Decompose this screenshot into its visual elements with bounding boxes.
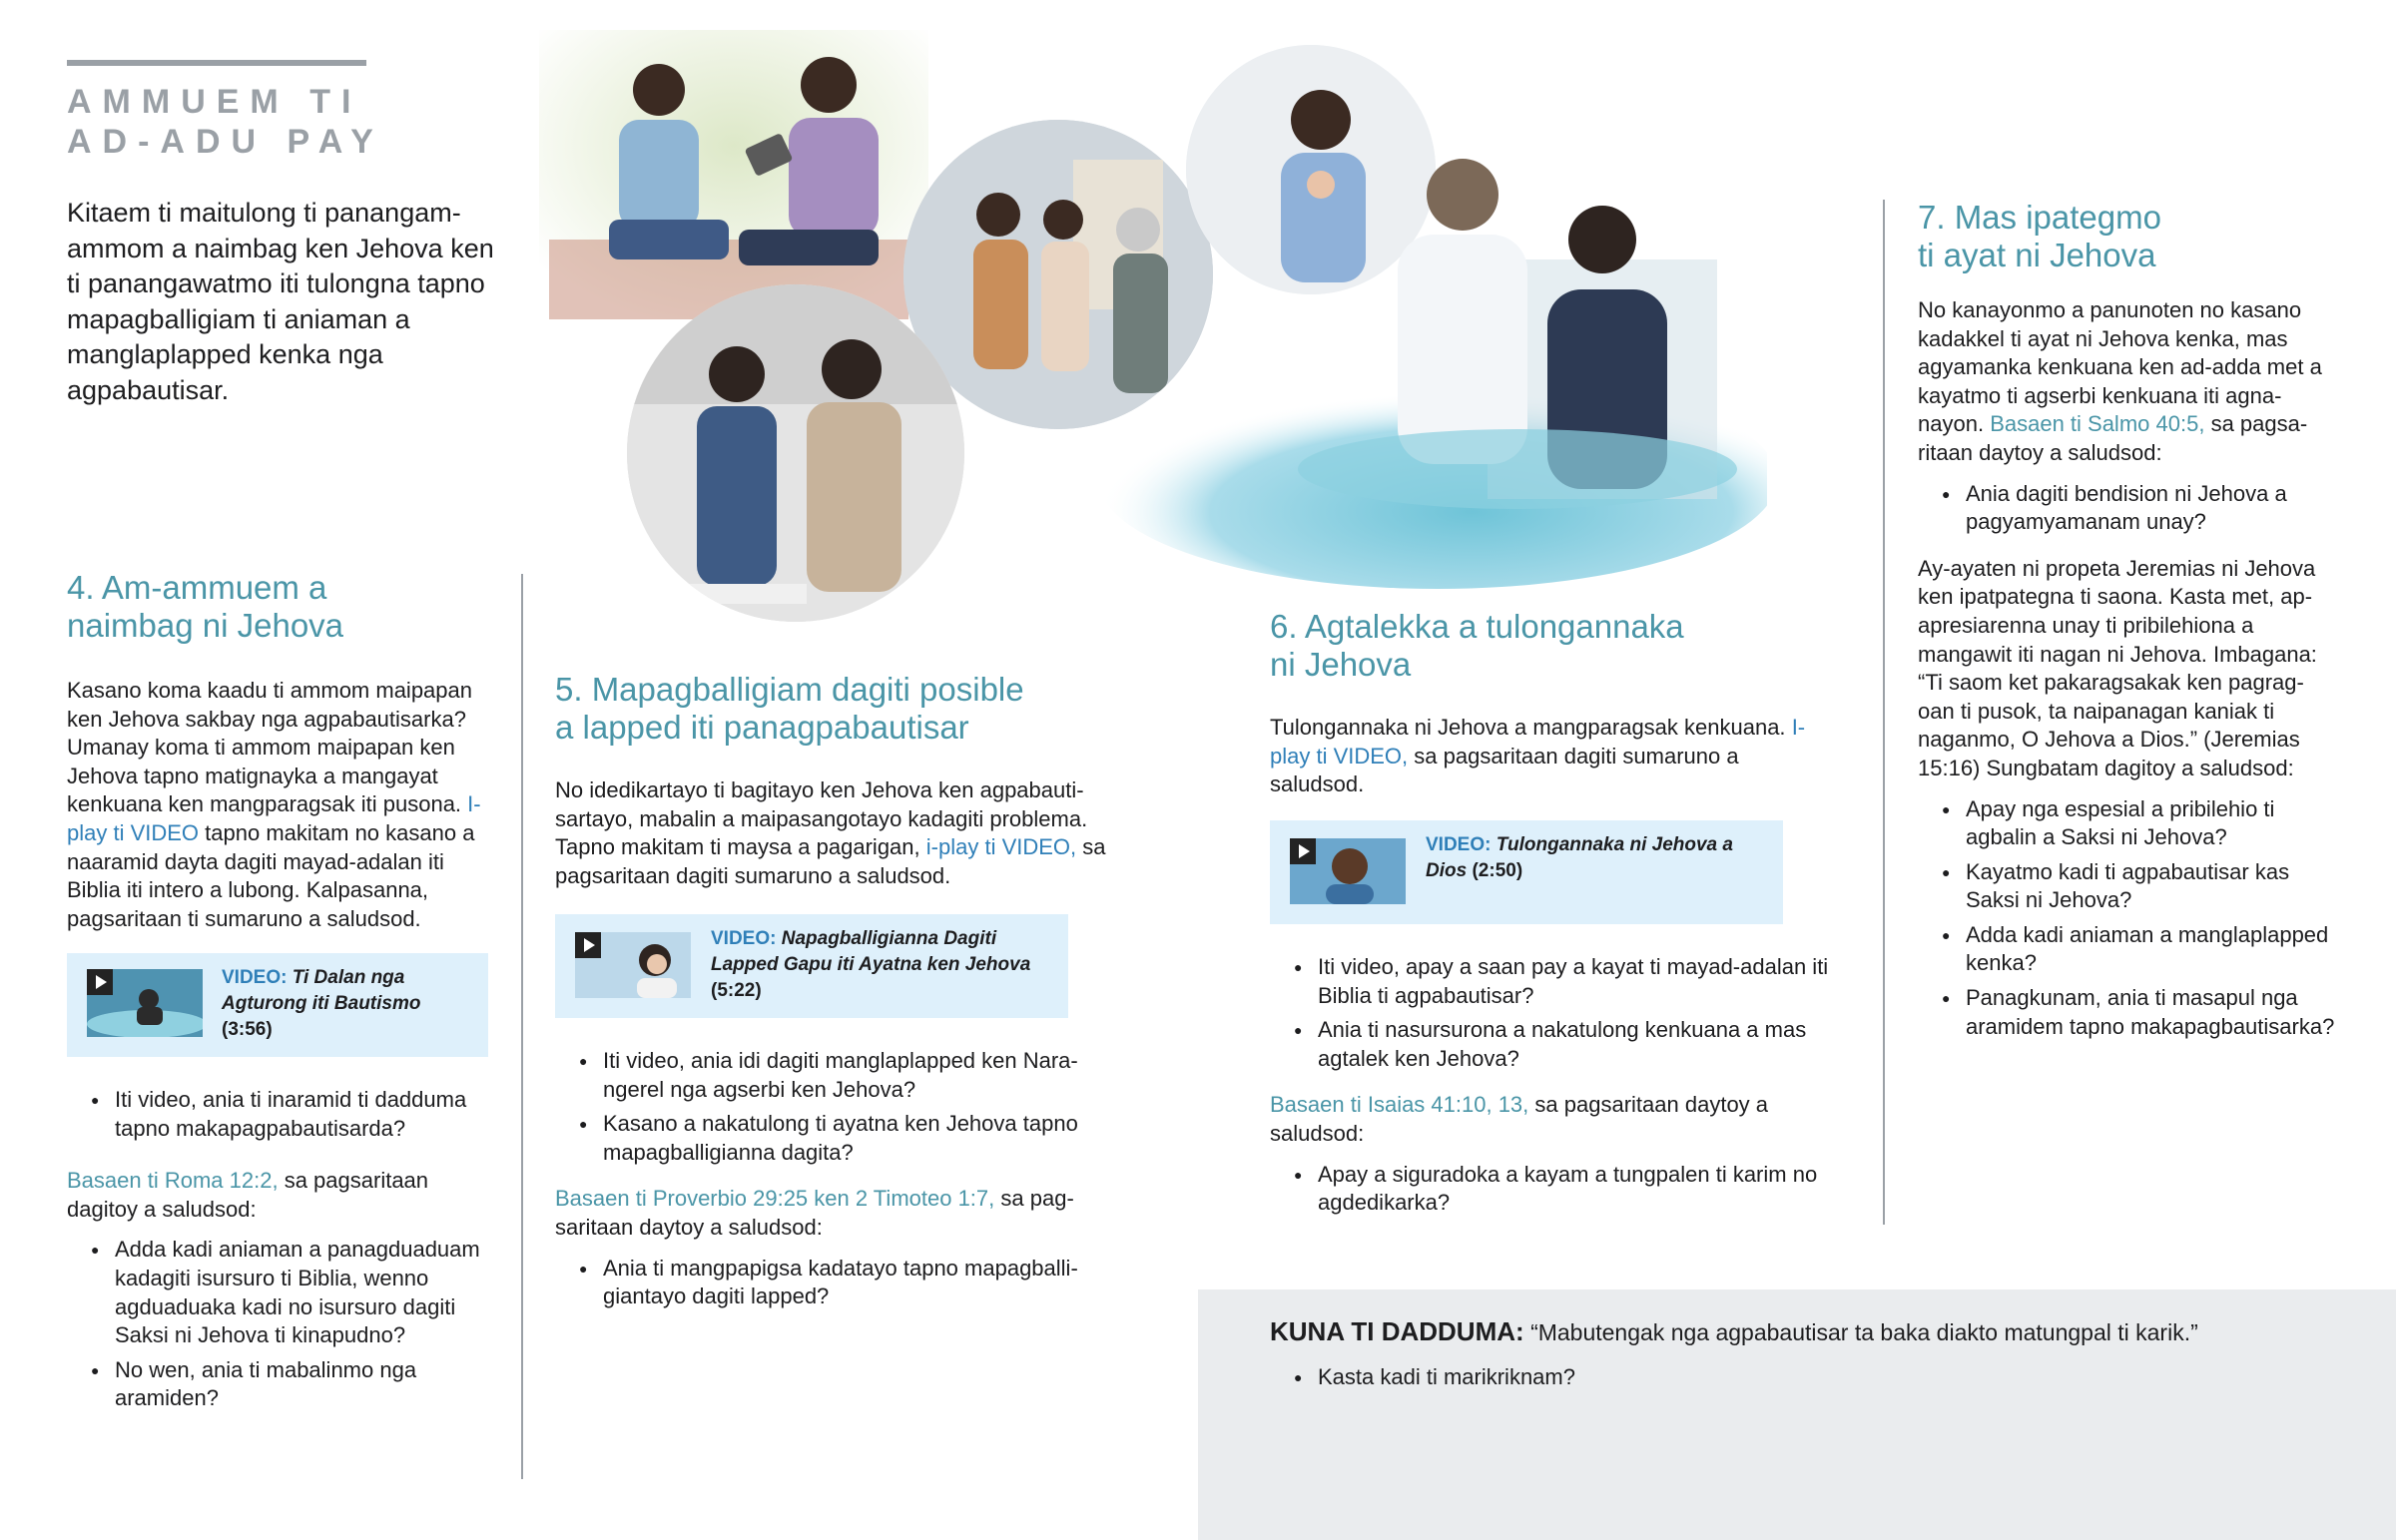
section-4-title-line2: naimbag ni Jehova — [67, 607, 344, 644]
footer-box — [1198, 1289, 2396, 1540]
section-5-video-thumbnail[interactable] — [575, 932, 691, 998]
section-7-scripture-link[interactable]: Basaen ti Salmo 40:5, — [1990, 411, 2205, 437]
section-6-q1: ● Iti video, apay a saan pay a kayat ti mayad-adalan iti Biblia ti agpabautisar? — [1270, 953, 1829, 1010]
section-5-title-line1: 5. Mapagballigiam dagiti posible — [555, 671, 1024, 708]
section-5-q1: ● Iti video, ania idi dagiti manglaplapped ken Narangerel nga agserbi ken Jehova? — [555, 1047, 1124, 1104]
section-5-play-video-link[interactable]: i-play ti VIDEO, — [925, 834, 1077, 860]
section-7-q5: ● Panagkunam, ania ti masapul nga aramidem tapno makapagbautisarka? — [1918, 984, 2337, 1041]
column-divider-1 — [521, 574, 523, 1479]
section-7-q2: ● Apay nga espesial a pribilehio ti agbalin a Saksi ni Jehova? — [1918, 795, 2337, 852]
page-title — [67, 82, 384, 162]
section-6-play-video-link[interactable]: I-play ti VIDEO, — [1270, 715, 1806, 769]
section-5-q3: ● Ania ti mangpapigsa kadatayo tapno mapagballigiantayo dagiti lapped? — [555, 1255, 1124, 1311]
section-5 — [555, 671, 1124, 890]
play-icon[interactable] — [87, 969, 113, 995]
section-6-questions — [1270, 953, 1829, 1224]
section-5-questions — [555, 1047, 1124, 1317]
section-6-title — [1270, 608, 1829, 684]
section-6-video-title: Tulongannaka ni Jehova a Dios — [1426, 834, 1733, 881]
section-5-video-text — [711, 926, 1050, 1004]
section-4-title — [67, 569, 496, 645]
section-7-paragraph-rest: sa pagsaritaan daytoy a saludsod: — [1918, 411, 2308, 465]
section-6-title-line1: 6. Agtalekka a tulongannaka — [1270, 608, 1684, 645]
page-title-line2: AD-ADU PAY — [67, 123, 384, 161]
illustration-study-bench — [539, 30, 928, 319]
section-5-video-card[interactable] — [555, 914, 1068, 1018]
section-6-q3: ● Apay a siguradoka a kayam a tungpalen ti karim no agdedikarka? — [1270, 1161, 1829, 1218]
footer-q1: ● Kasta kadi ti marikriknam? — [1270, 1363, 2268, 1392]
section-5-q2: ● Kasano a nakatulong ti ayatna ken Jehova tapno mapagballigianna dagita? — [555, 1110, 1124, 1167]
page-title-line1: AMMUEM TI — [67, 83, 362, 121]
section-4-video-label: VIDEO: — [222, 967, 288, 988]
section-4-questions — [67, 1086, 496, 1419]
section-4 — [67, 569, 496, 933]
section-6-scripture-link[interactable]: Basaen ti Isaias 41:10, 13, — [1270, 1092, 1529, 1118]
section-5-paragraph-text: No idedikartayo ti bagitayo ken Jehova ken agpabautisartayo, mabalin a maipasangotayo kadagiti problema. Tapno makitam ti maysa a pagarigan, — [555, 777, 1088, 860]
section-6-video-card[interactable] — [1270, 820, 1783, 924]
section-4-play-video-link[interactable]: I-play ti VIDEO — [67, 791, 481, 845]
section-7 — [1918, 199, 2337, 1047]
section-6-paragraph-text: Tulongannaka ni Jehova a mangparagsak kenkuana. — [1270, 715, 1786, 740]
footer-label: KUNA TI DADDUMA: — [1270, 1316, 1524, 1346]
section-7-title-line1: 7. Mas ipategmo — [1918, 199, 2161, 236]
section-5-read-rest: sa pagsaritaan daytoy a saludsod: — [555, 1186, 1074, 1240]
section-4-q1: ● Iti video, ania ti inaramid ti dadduma tapno makapagpabautisarda? — [67, 1086, 496, 1143]
footer-quote-text: “Mabutengak nga agpabautisar ta baka diakto matungpal ti karik.” — [1530, 1319, 2198, 1345]
section-7-q3: ● Kayatmo kadi ti agpabautisar kas Saksi ni Jehova? — [1918, 858, 2337, 915]
section-4-scripture-link[interactable]: Basaen ti Roma 12:2, — [67, 1168, 279, 1194]
section-6-read — [1270, 1091, 1829, 1148]
section-6-video-label: VIDEO: — [1426, 834, 1492, 855]
section-5-video-time: (5:22) — [711, 980, 762, 1001]
play-icon[interactable] — [1290, 838, 1316, 864]
section-4-video-time: (3:56) — [222, 1019, 273, 1040]
section-4-read — [67, 1167, 496, 1224]
illustration-baptism — [1068, 140, 1767, 589]
section-4-q2: ● Adda kadi aniaman a panagduaduam kadagiti isursuro ti Biblia, wenno agduaduaka kadi no isursuro dagiti Saksi ni Jehova ti kinapudno? — [67, 1236, 496, 1349]
section-6-video-time: (2:50) — [1472, 860, 1523, 881]
section-6-title-line2: ni Jehova — [1270, 646, 1412, 683]
section-7-title-line2: ti ayat ni Jehova — [1918, 237, 2156, 273]
section-4-video-title: Ti Dalan nga Agturong iti Bautismo — [222, 967, 421, 1014]
section-5-paragraph-rest: sa pagsaritaan dagiti sumaruno a saludsod. — [555, 834, 1106, 888]
section-6-paragraph — [1270, 714, 1829, 799]
intro-rule — [67, 60, 366, 66]
section-7-paragraph-2: Ay-ayaten ni propeta Jeremias ni Jehova ken ipatpategna ti saona. Kasta met, ap-apresiarenna unay ti pribilehiona a mangawit iti nagan ni Jehova. Imbagana: “Ti saom ket pakaragsakak ken pagrag-oan ti pusok, ta naipanagan kaniak ti naganmo, O Jehova a Dios.” (Jeremias 15:16) Sungbatam dagitoy a saludsod: — [1918, 555, 2317, 780]
section-5-scripture-link[interactable]: Basaen ti Proverbio 29:25 ken 2 Timoteo 1:7, — [555, 1186, 995, 1212]
section-7-q1: ● Ania dagiti bendision ni Jehova a pagyamyamanam unay? — [1918, 480, 2337, 537]
section-4-paragraph-text: Kasano koma kaadu ti ammom maipapan ken Jehova sakbay nga agpabautisarka? Umanay koma ti ammom maipapan ken Jehova tapno matignayka a mangayat kenkuana ken mangparagsak iti pusona. — [67, 678, 472, 817]
section-6-video-text — [1426, 832, 1765, 884]
section-7-q4: ● Adda kadi aniaman a manglaplapped kenka? — [1918, 921, 2337, 978]
footer-quote — [1270, 1317, 2368, 1347]
section-6-read-rest: sa pagsaritaan daytoy a saludsod: — [1270, 1092, 1769, 1146]
section-4-title-line1: 4. Am-ammuem a — [67, 569, 327, 606]
section-6 — [1270, 608, 1829, 799]
section-4-paragraph-rest: tapno makitam no kasano a naaramid dayta dagiti mayad-adalan iti Biblia iti intero a lubong. Kalpasanna, pagsaritaan ti sumaruno a saludsod. — [67, 819, 475, 931]
section-6-q2: ● Ania ti nasursurona a nakatulong kenkuana a mas agtalek ken Jehova? — [1270, 1016, 1829, 1073]
section-4-video-card[interactable] — [67, 953, 488, 1057]
section-5-video-label: VIDEO: — [711, 928, 777, 949]
section-7-paragraph-text: No kanayonmo a panunoten no kasano kadakkel ti ayat ni Jehova kenka, mas agyamanka kenkuana ken ad-adda met a kayatmo ti agserbi kenkuana iti agnanayon. — [1918, 297, 2322, 437]
column-divider-2 — [1883, 200, 1885, 1225]
section-6-paragraph-rest: sa pagsaritaan dagiti sumaruno a saludsod. — [1270, 743, 1739, 797]
play-icon[interactable] — [575, 932, 601, 958]
section-4-video-thumbnail[interactable] — [87, 969, 203, 1037]
section-5-paragraph — [555, 776, 1124, 890]
section-7-title — [1918, 199, 2337, 274]
section-4-read-rest: sa pagsaritaan dagitoy a saludsod: — [67, 1168, 429, 1222]
section-5-title — [555, 671, 1124, 747]
section-4-paragraph — [67, 677, 496, 933]
illustration-workplace-circle — [627, 284, 964, 622]
section-7-paragraph — [1918, 296, 2337, 468]
section-5-video-title: Napagballigianna Dagiti Lapped Gapu iti Ayatna ken Jehova — [711, 928, 1031, 975]
section-5-read — [555, 1185, 1124, 1242]
section-4-q3: ● No wen, ania ti mabalinmo nga aramiden? — [67, 1356, 496, 1413]
section-5-title-line2: a lapped iti panagpabautisar — [555, 709, 969, 746]
section-4-video-text — [222, 965, 461, 1043]
section-6-video-thumbnail[interactable] — [1290, 838, 1406, 904]
intro-text: Kitaem ti maitulong ti panangamammom a naimbag ken Jehova ken ti panangawatmo iti tulongna tapno mapagballigiam ti aniaman a manglaplapped kenka nga agpabautisar. — [67, 198, 494, 405]
